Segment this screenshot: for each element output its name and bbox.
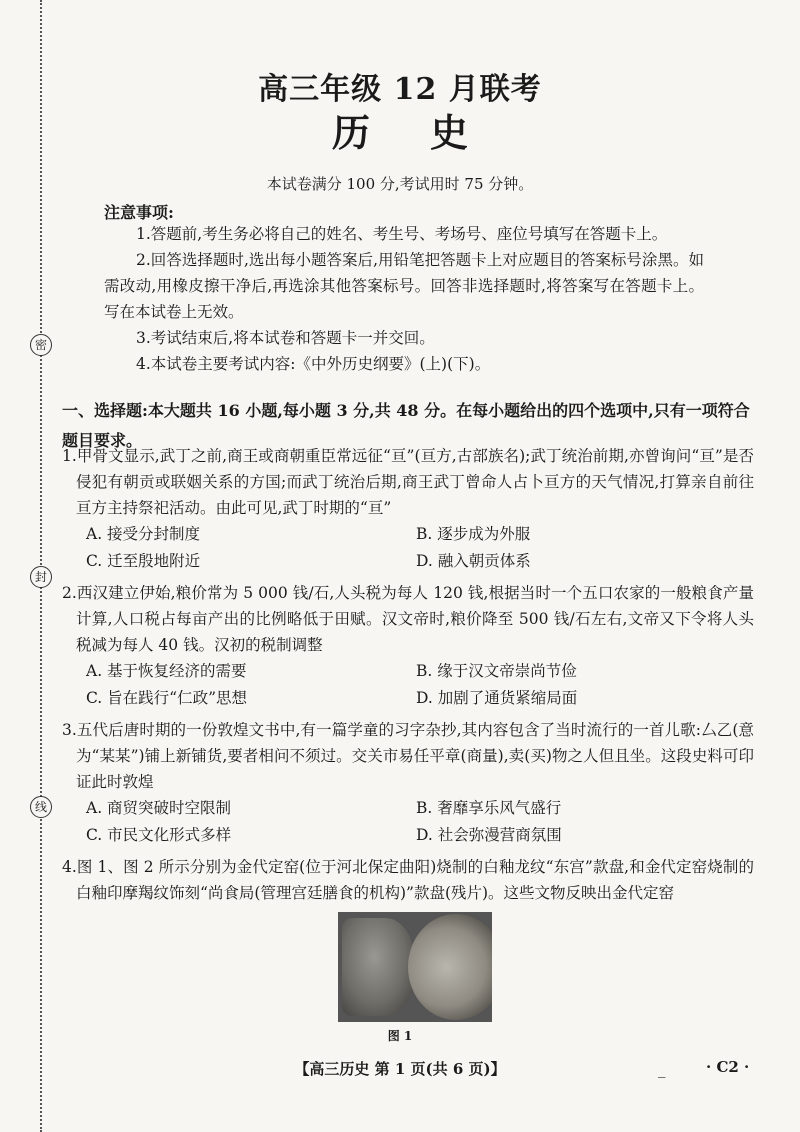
option-d: D. 融入朝贡体系 [416,552,531,570]
question-stem: 3.五代后唐时期的一份敦煌文书中,有一篇学童的习字杂抄,其内容包含了当时流行的一首儿歌:厶乙(意为“某某”)铺上新铺货,要者相问不须过。交关市易任平章(商量),卖(买)物之人但且坐。这段史料可印证此时敦煌 [62,721,754,791]
plate-round-image [408,914,492,1020]
notes-title: 注意事项: [104,203,174,222]
note-item: 4.本试卷主要考试内容:《中外历史纲要》(上)(下)。 [136,355,491,373]
exam-info: 本试卷满分 100 分,考试用时 75 分钟。 [266,175,534,193]
option-b: B. 奢靡享乐风气盛行 [416,799,562,817]
paper-code: · C2 · [706,1058,750,1076]
note-item: 1.答题前,考生务必将自己的姓名、考生号、考场号、座位号填写在答题卡上。 [136,225,668,243]
option-a: A. 基于恢复经济的需要 [86,662,247,680]
option-b: B. 逐步成为外服 [416,525,531,543]
question-2 [62,580,754,712]
porcelain-plate-photo [338,912,492,1022]
question-stem: 2.西汉建立伊始,粮价常为 5 000 钱/石,人头税为每人 120 钱,根据当时一个五口农家的一般粮食产量计算,人口税占每亩产出的比例略低于田赋。汉文帝时,粮价降至 500 钱/石左右,文帝又下令将人头税减为每人 40 钱。汉初的税制调整 [62,584,754,654]
option-group [62,521,754,575]
option-a: A. 商贸突破时空限制 [86,799,232,817]
page-footer: 【高三历史 第 1 页(共 6 页)】 [294,1060,506,1078]
note-item: 2.回答选择题时,选出每小题答案后,用铅笔把答题卡上对应题目的答案标号涂黑。如需改动,用橡皮擦干净后,再选涂其他答案标号。回答非选择题时,将答案写在答题卡上。写在本试卷上无效。 [104,251,704,321]
section-heading: 一、选择题:本大题共 16 小题,每小题 3 分,共 48 分。在每小题给出的四个选项中,只有一项符合题目要求。 [62,401,750,450]
option-group [62,658,754,712]
question-4 [62,854,754,906]
notes-list [104,221,704,377]
option-b: B. 缘于汉文帝崇尚节俭 [416,662,577,680]
question-stem: 1.甲骨文显示,武丁之前,商王或商朝重臣常远征“亘”(亘方,古部族名);武丁统治前期,亦曾询问“亘”是否侵犯有朝贡或联姻关系的方国;而武丁统治后期,商王武丁曾命人占卜亘方的天气情况,打算亲自前往亘方主持祭祀活动。由此可见,武丁时期的“亘” [62,447,754,517]
subject-title: 历史 [331,110,528,155]
footer-dash: _ [658,1060,666,1078]
exam-title: 高三年级 12 月联考 [258,72,542,107]
question-stem: 4.图 1、图 2 所示分别为金代定窑(位于河北保定曲阳)烧制的白釉龙纹“东宫”款盘,和金代定窑烧制的白釉印摩羯纹饰刻“尚食局(管理宫廷膳食的机构)”款盘(残片)。这些文物反映出金代定窑 [62,858,754,902]
binding-mark-feng: 封 [30,566,52,588]
option-c: C. 迁至殷地附近 [86,552,201,570]
option-d: D. 社会弥漫营商氛围 [416,826,562,844]
binding-mark-mi: 密 [30,334,52,356]
question-1 [62,443,754,575]
option-group [62,795,754,849]
option-c: C. 市民文化形式多样 [86,826,232,844]
option-a: A. 接受分封制度 [86,525,201,543]
option-d: D. 加剧了通货紧缩局面 [416,689,578,707]
figure-caption: 图 1 [387,1029,413,1043]
question-list [62,443,754,906]
option-c: C. 旨在践行“仁政”思想 [86,689,248,707]
binding-mark-xian: 线 [30,796,52,818]
question-3 [62,717,754,849]
note-item: 3.考试结束后,将本试卷和答题卡一并交回。 [136,329,435,347]
plate-fragment-image [342,918,414,1016]
